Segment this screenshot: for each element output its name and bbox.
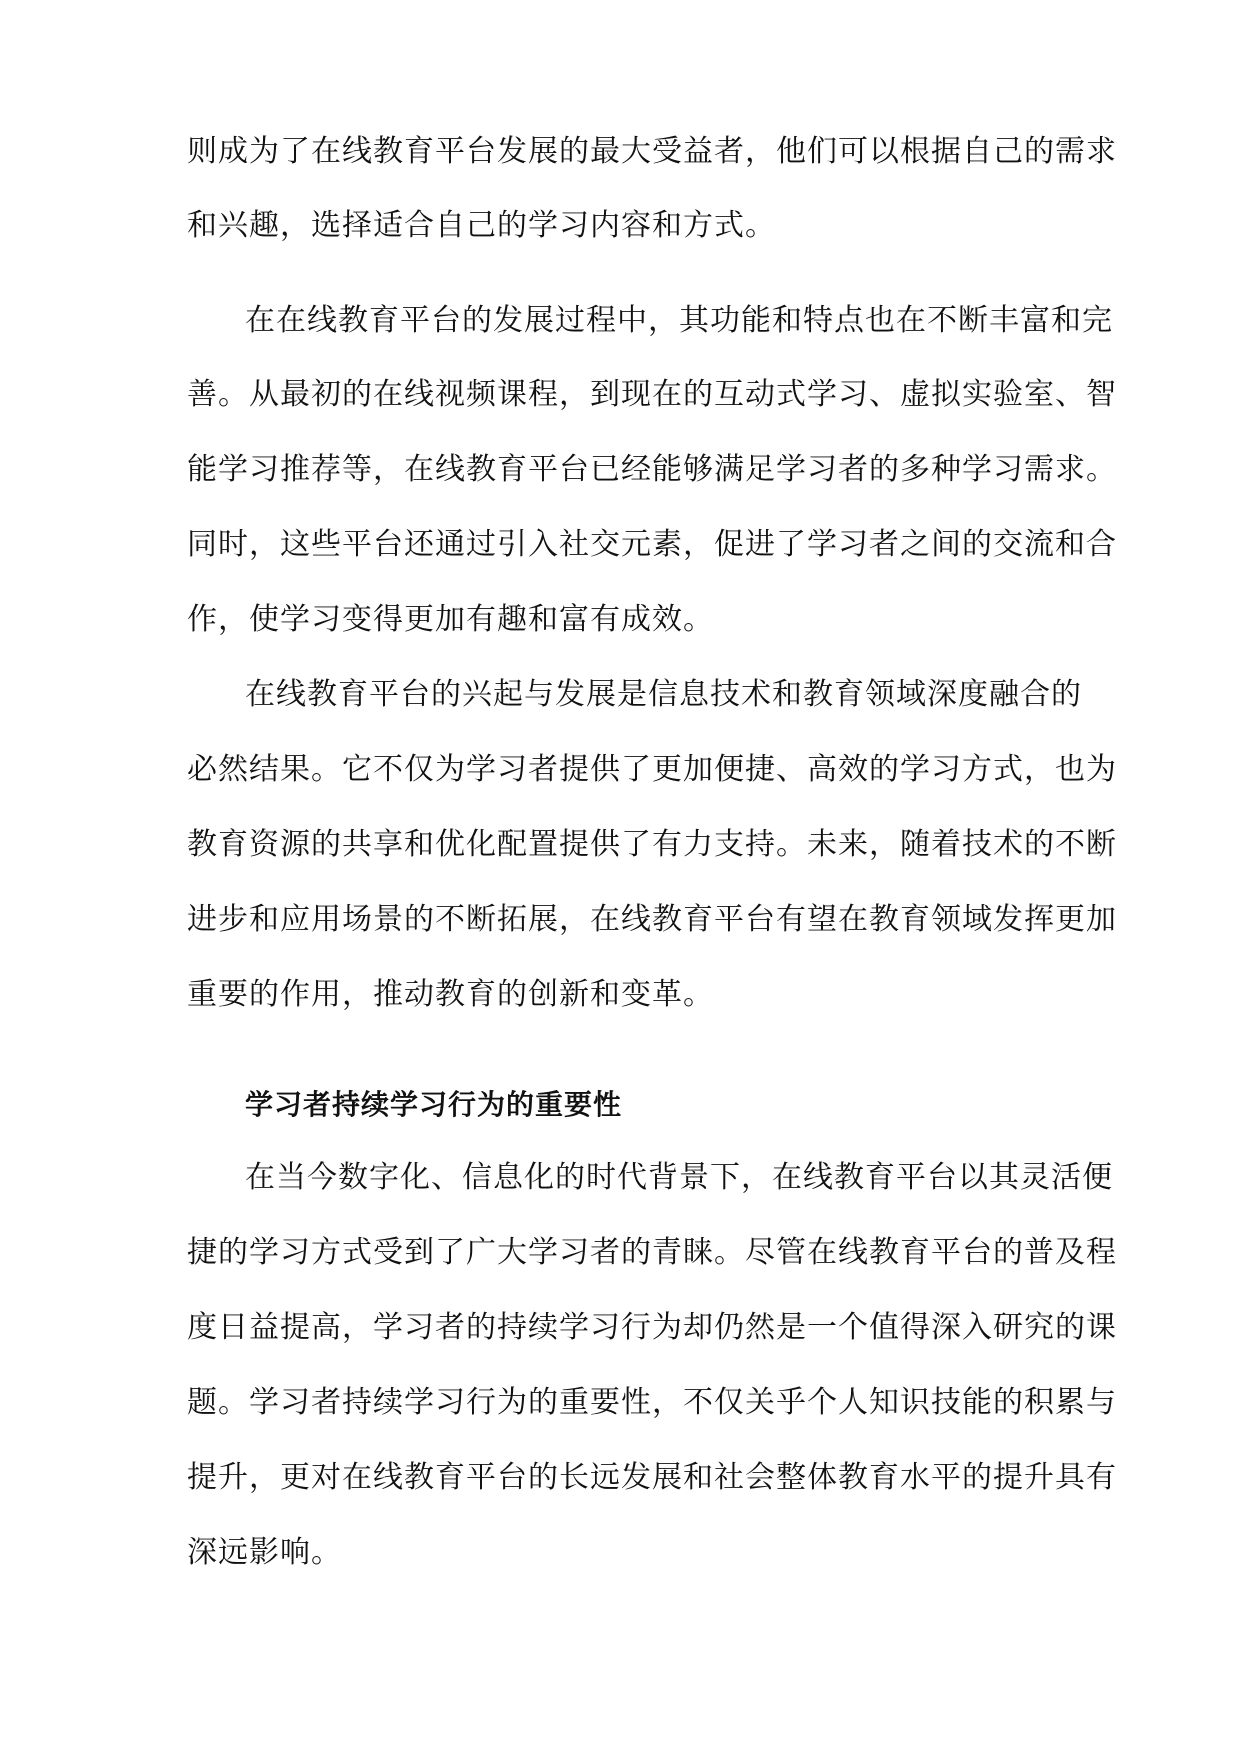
paragraph-1-line-1: 则成为了在线教育平台发展的最大受益者，他们可以根据自己的需求 [187,134,1117,169]
paragraph-2-line-3: 能学习推荐等，在线教育平台已经能够满足学习者的多种学习需求。 [187,452,1117,487]
paragraph-1-line-2: 和兴趣，选择适合自己的学习内容和方式。 [187,208,776,243]
paragraph-3-line-1: 在线教育平台的兴起与发展是信息技术和教育领域深度融合的 [245,677,1082,712]
section-heading: 学习者持续学习行为的重要性 [245,1088,623,1121]
paragraph-2-line-2: 善。从最初的在线视频课程，到现在的互动式学习、虚拟实验室、智 [187,377,1117,412]
paragraph-2-line-5: 作，使学习变得更加有趣和富有成效。 [187,602,714,637]
paragraph-2-line-4: 同时，这些平台还通过引入社交元素，促进了学习者之间的交流和合 [187,527,1117,562]
paragraph-3-line-2: 必然结果。它不仅为学习者提供了更加便捷、高效的学习方式，也为 [187,752,1117,787]
paragraph-4-line-5: 提升，更对在线教育平台的长远发展和社会整体教育水平的提升具有 [187,1460,1117,1495]
paragraph-4-line-4: 题。学习者持续学习行为的重要性，不仅关乎个人知识技能的积累与 [187,1385,1117,1420]
paragraph-4-line-2: 捷的学习方式受到了广大学习者的青睐。尽管在线教育平台的普及程 [187,1235,1117,1270]
paragraph-3-line-5: 重要的作用，推动教育的创新和变革。 [187,977,714,1012]
paragraph-4-line-6: 深远影响。 [187,1535,342,1570]
paragraph-2-line-1: 在在线教育平台的发展过程中，其功能和特点也在不断丰富和完 [245,303,1113,338]
paragraph-4-line-1: 在当今数字化、信息化的时代背景下，在线教育平台以其灵活便 [245,1160,1113,1195]
paragraph-4-line-3: 度日益提高，学习者的持续学习行为却仍然是一个值得深入研究的课 [187,1310,1117,1345]
paragraph-3-line-4: 进步和应用场景的不断拓展，在线教育平台有望在教育领域发挥更加 [187,902,1117,937]
paragraph-3-line-3: 教育资源的共享和优化配置提供了有力支持。未来，随着技术的不断 [187,827,1117,862]
